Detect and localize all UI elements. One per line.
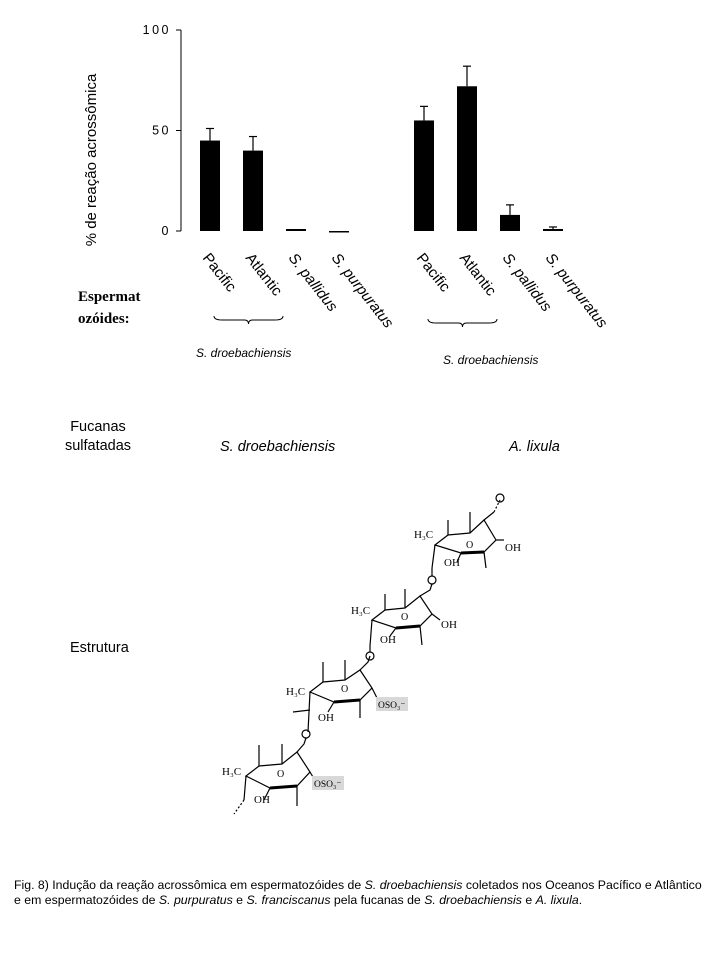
oh-label-1b: OH xyxy=(505,542,521,554)
fucan-source-1: S. droebachiensis xyxy=(220,439,336,455)
category-label-2-1: Pacific xyxy=(412,249,454,296)
bracket-label-1: S. droebachiensis xyxy=(196,346,292,360)
caption-species-2: S. purpuratus xyxy=(158,893,233,907)
oh-label-4: OH xyxy=(254,794,270,806)
ring-o-label-2: O xyxy=(401,612,409,623)
oh-label-2a: OH xyxy=(380,634,396,646)
fucan-source-2: A. lixula xyxy=(509,439,560,455)
category-label-2-3: S. pallidus xyxy=(498,249,555,316)
caption-species-1: S. droebachiensis xyxy=(364,878,463,892)
sugar-ring-4 xyxy=(234,738,316,814)
sugar-ring-1 xyxy=(432,500,504,576)
ring-o-label-1: O xyxy=(466,540,474,551)
h3c-label-1: H₃C xyxy=(414,529,434,541)
bracket-label-2: S. droebachiensis xyxy=(443,353,539,367)
caption-text-2: coletados nos Oceanos Pacífico e Atlântico e em espermatozóides de xyxy=(14,878,702,907)
espermatozoides-label-line2: ozóides: xyxy=(78,311,130,327)
caption-text-6: . xyxy=(578,893,583,907)
espermatozoides-label-line1: Espermat xyxy=(78,289,141,305)
oso3-label-1: OSO₃⁻ xyxy=(378,701,406,711)
caption-text-5: e xyxy=(521,893,536,907)
h3c-label-4: H₃C xyxy=(222,766,242,778)
caption-species-5: A. lixula xyxy=(535,893,579,907)
fucanas-label-line2: sulfatadas xyxy=(64,438,132,454)
figure-caption xyxy=(14,878,704,908)
category-label-1-4: S. purpuratus xyxy=(327,249,397,332)
caption-species-4: S. droebachiensis xyxy=(424,893,522,907)
h3c-label-3: H₃C xyxy=(286,686,306,698)
ring-o-label-3: O xyxy=(341,684,349,695)
caption-text-1: Fig. 8) Indução da reação acrossômica em espermatozóides de xyxy=(14,878,365,892)
category-label-2-4: S. purpuratus xyxy=(541,249,611,332)
category-label-1-2: Atlantic xyxy=(241,249,286,300)
sugar-ring-3 xyxy=(293,656,378,732)
y-tick-label-2: 100 xyxy=(142,23,171,37)
y-tick-label-1: 50 xyxy=(152,123,171,138)
h3c-label-2: H₃C xyxy=(351,605,371,617)
y-axis-label: % de reação acrossômica xyxy=(83,73,100,247)
y-tick-label-0: 0 xyxy=(161,224,171,238)
oh-label-3: OH xyxy=(318,712,334,724)
caption-species-3: S. franciscanus xyxy=(246,893,331,907)
oh-label-2b: OH xyxy=(441,619,457,631)
caption-text-3: e xyxy=(232,893,247,907)
estrutura-label: Estrutura xyxy=(70,640,129,656)
oso3-label-2: OSO₃⁻ xyxy=(314,780,342,790)
caption-text-4: pela fucanas de xyxy=(330,893,425,907)
ring-o-label-4: O xyxy=(277,769,285,780)
fucanas-label-line1: Fucanas xyxy=(70,419,126,435)
category-label-1-1: Pacific xyxy=(198,249,240,296)
category-label-1-3: S. pallidus xyxy=(284,249,341,316)
category-label-2-2: Atlantic xyxy=(455,249,500,300)
oh-label-1a: OH xyxy=(444,557,460,569)
